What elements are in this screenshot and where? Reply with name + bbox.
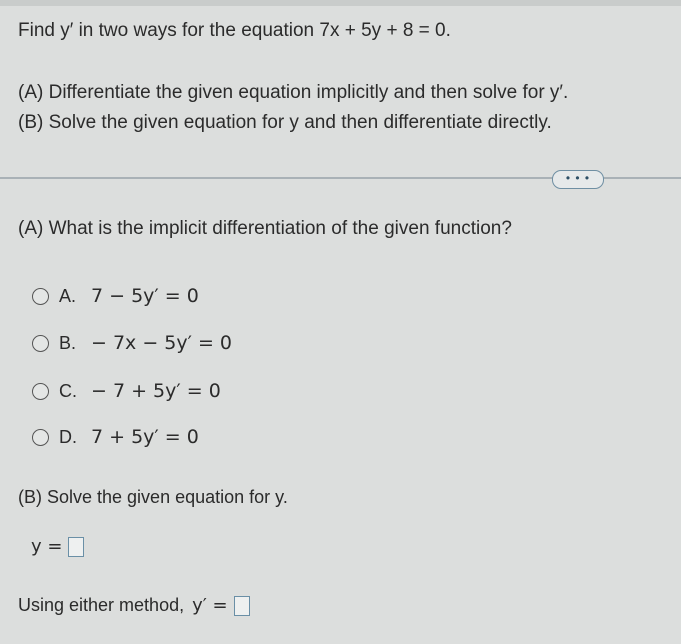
question-a-prompt: (A) What is the implicit differentiation of the given function?	[18, 218, 512, 239]
option-expression: − 7x − 5y′ = 0	[91, 332, 233, 354]
part-b-description: (B) Solve the given equation for y and then differentiate directly.	[18, 112, 552, 133]
top-edge	[0, 0, 681, 6]
option-expression: − 7 + 5y′ = 0	[91, 380, 221, 402]
question-b-prompt: (B) Solve the given equation for y.	[18, 487, 288, 507]
option-d[interactable]	[32, 425, 199, 449]
yprime-answer-row	[18, 595, 250, 616]
option-letter: A.	[59, 285, 77, 306]
radio-button-d[interactable]	[32, 429, 49, 446]
option-expression: 7 − 5y′ = 0	[91, 285, 199, 307]
y-equals-label: y =	[31, 536, 63, 557]
option-letter: C.	[59, 380, 77, 401]
problem-intro: Find y′ in two ways for the equation 7x + 5y + 8 = 0.	[18, 20, 451, 41]
y-answer-row	[31, 536, 84, 557]
option-letter: D.	[59, 426, 77, 447]
more-options-button[interactable]: • • •	[552, 170, 604, 189]
radio-button-a[interactable]	[32, 288, 49, 305]
yprime-equals-label: y′ =	[192, 595, 228, 616]
radio-button-b[interactable]	[32, 335, 49, 352]
yprime-answer-input[interactable]	[234, 596, 250, 616]
option-a[interactable]	[32, 284, 199, 308]
method-label: Using either method,	[18, 595, 185, 615]
y-answer-input[interactable]	[68, 537, 84, 557]
option-letter: B.	[59, 332, 77, 353]
option-expression: 7 + 5y′ = 0	[91, 426, 199, 448]
option-c[interactable]	[32, 379, 221, 403]
option-b[interactable]	[32, 331, 232, 355]
part-a-description: (A) Differentiate the given equation implicitly and then solve for y′.	[18, 82, 569, 103]
radio-button-c[interactable]	[32, 383, 49, 400]
